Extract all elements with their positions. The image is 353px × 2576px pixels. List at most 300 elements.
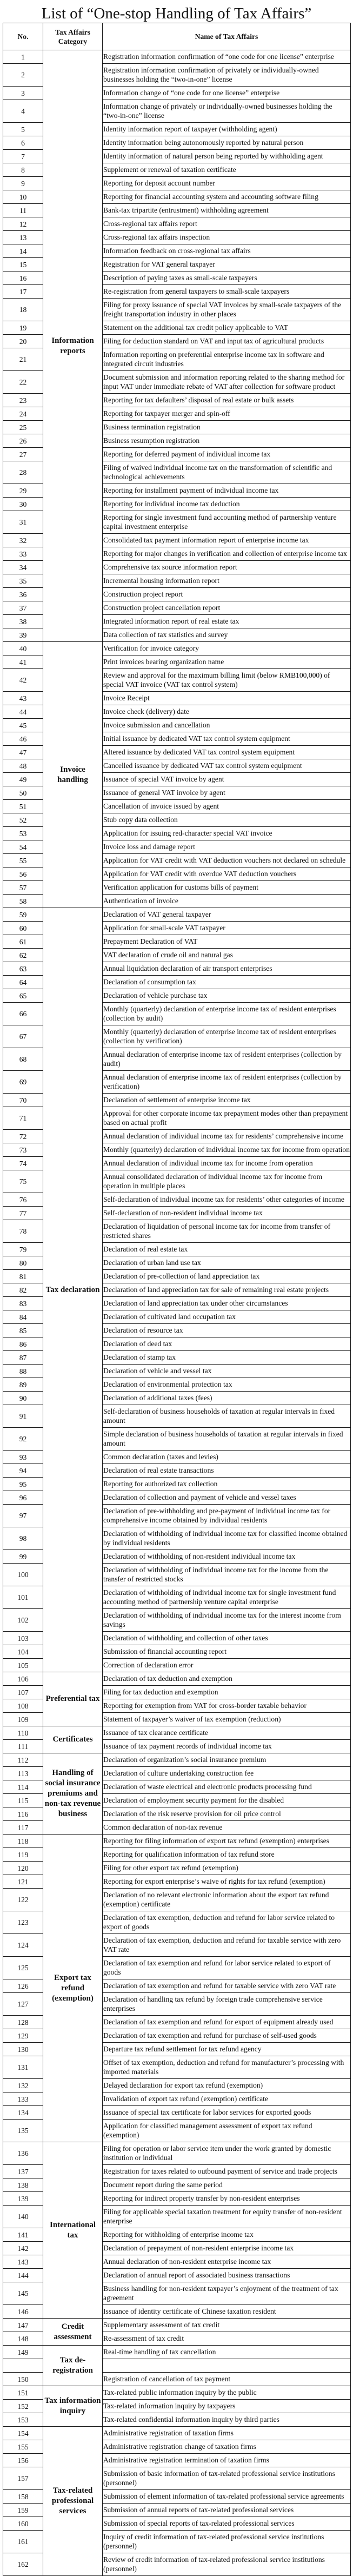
row-number: 50 [3,786,43,800]
tax-affair-name: Annual declaration of enterprise income tax of resident enterprises (collection by verification) [103,1071,351,1094]
row-number: 114 [3,1780,43,1794]
tax-affair-name: Declaration of withholding of individual income tax for single investment fund accounting method of partnership venture capital enterprise [103,1586,351,1609]
category-cell: International tax [43,2142,103,2319]
tax-affair-name: Declaration of handling tax refund by foreign trade comprehensive service enterprises [103,1993,351,2016]
row-number: 130 [3,2043,43,2056]
tax-affair-name: Declaration of withholding of individual income tax for the interest income from savings [103,1609,351,1632]
table-row [3,908,351,922]
row-number: 33 [3,547,43,561]
row-number: 27 [3,448,43,461]
row-number: 70 [3,1094,43,1107]
row-number: 84 [3,1310,43,1324]
row-number: 113 [3,1767,43,1780]
row-number: 87 [3,1351,43,1365]
tax-affair-name: Monthly (quarterly) declaration of individual income tax for income from operation [103,1143,351,1157]
row-number: 17 [3,285,43,299]
category-cell: Invoice handling [43,642,103,908]
row-number: 15 [3,258,43,271]
tax-affair-name: Business termination registration [103,421,351,434]
row-number: 103 [3,1632,43,1645]
tax-affair-name: Submission of annual reports of tax-related professional services [103,2504,351,2517]
tax-affair-name: Annual declaration of non-resident enterprise income tax [103,2255,351,2269]
tax-affair-name: Registration for taxes related to outbound payment of service and trade projects [103,2165,351,2178]
tax-affair-name: Self-declaration of individual income tax for residents’ other categories of income [103,1193,351,1207]
row-number: 140 [3,2206,43,2228]
row-number: 146 [3,2305,43,2319]
category-cell: Handling of social insurance premiums and non-tax revenue business [43,1753,103,1835]
row-number: 72 [3,1130,43,1143]
row-number [3,2359,43,2373]
document-title: List of “One-stop Handling of Tax Affairs” [41,5,312,22]
tax-affair-name: Annual declaration of individual income tax for residents’ comprehensive income [103,1130,351,1143]
tax-affair-name: Declaration of withholding of non-resident individual income tax [103,1550,351,1564]
tax-affair-name: Declaration of liquidation of personal income tax for income from transfer of restricted shares [103,1220,351,1243]
tax-affair-name: Reporting for withholding of enterprise income tax [103,2228,351,2242]
tax-affair-name: Declaration of prepayment of non-resident enterprise income tax [103,2242,351,2255]
tax-affair-name: Statement on the additional tax credit policy applicable to VAT [103,321,351,335]
row-number: 30 [3,498,43,511]
tax-affair-name: Invoice check (delivery) date [103,705,351,719]
row-number: 99 [3,1550,43,1564]
tax-affair-name: Declaration of withholding and collection of other taxes [103,1632,351,1645]
row-number: 18 [3,299,43,321]
row-number: 126 [3,1979,43,1993]
tax-affair-name: Prepayment Declaration of VAT [103,935,351,949]
tax-affair-name: Declaration of land appreciation tax for sale of remaining real estate projects [103,1283,351,1297]
row-number: 154 [3,2427,43,2440]
tax-affair-name: Declaration of collection and payment of vehicle and vessel taxes [103,1491,351,1505]
tax-affair-name: Declaration of stamp tax [103,1351,351,1365]
row-number: 142 [3,2242,43,2255]
row-number: 132 [3,2079,43,2092]
row-number: 61 [3,935,43,949]
tax-affair-name: Reporting for deposit account number [103,177,351,190]
category-cell: Tax-related professional services [43,2427,103,2576]
row-number: 80 [3,1256,43,1270]
tax-affair-name: Altered issuance by dedicated VAT tax control system equipment [103,746,351,759]
row-number: 74 [3,1157,43,1170]
category-cell: Export tax refund (exemption) [43,1835,103,2142]
row-number: 69 [3,1071,43,1094]
tax-affair-name: Registration information confirmation of privately or individually-owned businesses holding the “two-in-one” license [103,64,351,87]
row-number: 95 [3,1478,43,1491]
tax-affair-name: Incremental housing information report [103,574,351,588]
tax-affair-name: Declaration of real estate tax [103,1243,351,1256]
row-number: 138 [3,2178,43,2192]
category-cell: Certificates [43,1726,103,1753]
tax-affair-name: Submission of financial accounting report [103,1645,351,1659]
row-number: 31 [3,511,43,534]
tax-affair-name: Construction project report [103,588,351,601]
row-number: 136 [3,2142,43,2165]
tax-affair-name: Issuance of special tax certificate for labor services for exported goods [103,2106,351,2120]
tax-affair-name: Administrative registration termination of taxation firms [103,2454,351,2467]
row-number: 162 [3,2553,43,2576]
tax-affair-name: Declaration of employment security payment for the disabled [103,1794,351,1807]
row-number: 91 [3,1405,43,1428]
row-number: 62 [3,949,43,962]
tax-affair-name: Comprehensive tax source information report [103,561,351,574]
tax-affair-name: Issuance of general VAT invoice by agent [103,786,351,800]
row-number: 148 [3,2332,43,2346]
row-number: 57 [3,881,43,895]
tax-affair-name: Statement of taxpayer’s waiver of tax exemption (reduction) [103,1713,351,1726]
tax-affair-name: Declaration of withholding of individual income tax for classified income obtained by individual residents [103,1527,351,1550]
row-number: 51 [3,800,43,813]
row-number: 32 [3,534,43,547]
row-number: 143 [3,2255,43,2269]
tax-affair-name: Description of paying taxes as small-scale taxpayers [103,271,351,285]
row-number: 89 [3,1378,43,1392]
tax-affair-name: Reporting for deferred payment of individual income tax [103,448,351,461]
tax-affair-name: Declaration of tax exemption and refund for taxable service with zero VAT rate [103,1979,351,1993]
tax-affair-name: Application for issuing red-character special VAT invoice [103,827,351,840]
tax-affair-name: Annual declaration of enterprise income tax of resident enterprises (collection by audit) [103,1048,351,1071]
tax-affair-name: Declaration of vehicle and vessel tax [103,1365,351,1378]
row-number: 46 [3,732,43,746]
tax-affair-name: Filing for other export tax refund (exemption) [103,1862,351,1875]
row-number: 156 [3,2454,43,2467]
row-number: 92 [3,1428,43,1451]
header-no: No. [3,23,43,50]
tax-affair-name: Administrative registration change of taxation firms [103,2440,351,2454]
row-number: 110 [3,1726,43,1740]
tax-affair-name: Information change of privately or individually-owned businesses holding the “two-in-one” license [103,100,351,123]
category-cell: Tax de-registration [43,2346,103,2386]
tax-affair-name: Cross-regional tax affairs report [103,217,351,231]
row-number: 150 [3,2373,43,2386]
tax-affair-name: Declaration of tax deduction and exemption [103,1672,351,1686]
tax-affair-name: Identity information report of taxpayer (withholding agent) [103,123,351,136]
row-number: 109 [3,1713,43,1726]
tax-affair-name: Print invoices bearing organization name [103,655,351,669]
row-number: 108 [3,1699,43,1713]
row-number: 118 [3,1835,43,1848]
row-number: 4 [3,100,43,123]
tax-affair-name: Verification for invoice category [103,642,351,655]
tax-affair-name: Reporting for indirect property transfer by non-resident enterprises [103,2192,351,2206]
row-number: 97 [3,1505,43,1527]
tax-affair-name: Filing for applicable special taxation treatment for equity transfer of non-resident enterprise [103,2206,351,2228]
tax-affair-name: Declaration of vehicle purchase tax [103,989,351,1003]
tax-affair-name: Document report during the same period [103,2178,351,2192]
tax-affair-name: Declaration of tax exemption, deduction and refund for taxable service with zero VAT rate [103,1934,351,1957]
tax-affair-name: Correction of declaration error [103,1659,351,1672]
tax-affair-name: Cancellation of invoice issued by agent [103,800,351,813]
row-number: 153 [3,2413,43,2427]
row-number: 90 [3,1392,43,1405]
row-number: 45 [3,719,43,732]
row-number: 22 [3,371,43,394]
tax-affair-name: Reporting for taxpayer merger and spin-off [103,407,351,421]
row-number: 49 [3,773,43,786]
tax-affair-name: Declaration of waste electrical and electronic products processing fund [103,1780,351,1794]
tax-affair-name: Information change of “one code for one license” enterprise [103,87,351,100]
tax-affair-name: Common declaration (taxes and levies) [103,1451,351,1464]
table-row [3,50,351,64]
row-number: 116 [3,1807,43,1821]
tax-affair-name: Declaration of settlement of enterprise income tax [103,1094,351,1107]
tax-affair-name: Declaration of tax exemption and refund for purchase of self-used goods [103,2029,351,2043]
row-number: 67 [3,1025,43,1048]
row-number: 141 [3,2228,43,2242]
row-number: 65 [3,989,43,1003]
tax-affair-name: Self-declaration of non-resident individual income tax [103,1207,351,1220]
row-number: 29 [3,484,43,498]
row-number: 35 [3,574,43,588]
row-number: 134 [3,2106,43,2120]
row-number: 147 [3,2319,43,2332]
row-number: 119 [3,1848,43,1862]
row-number: 117 [3,1821,43,1835]
row-number: 1 [3,50,43,64]
tax-affair-name: Registration of cancellation of tax payment [103,2373,351,2386]
row-number: 135 [3,2120,43,2142]
tax-affair-name: Departure tax refund settlement for tax refund agency [103,2043,351,2056]
row-number: 161 [3,2531,43,2553]
row-number: 86 [3,1337,43,1351]
row-number: 55 [3,854,43,868]
row-number: 145 [3,2282,43,2305]
row-number: 124 [3,1934,43,1957]
tax-affair-name: Annual liquidation declaration of air transport enterprises [103,962,351,976]
tax-affair-name: Declaration of additional taxes (fees) [103,1392,351,1405]
tax-affair-name: Delayed declaration for export tax refund (exemption) [103,2079,351,2092]
tax-affair-name: Invalidation of export tax refund (exemption) certificate [103,2092,351,2106]
tax-affair-name: Reporting for qualification information of tax refund store [103,1848,351,1862]
tax-affair-name: Monthly (quarterly) declaration of enterprise income tax of resident enterprises (collection by verification) [103,1025,351,1048]
tax-affair-name: Offset of tax exemption, deduction and refund for manufacturer’s processing with imported materials [103,2056,351,2079]
tax-affair-name: Review of credit information of tax-related professional service institutions (personnel) [103,2553,351,2576]
row-number: 2 [3,64,43,87]
row-number: 133 [3,2092,43,2106]
row-number: 88 [3,1365,43,1378]
row-number: 48 [3,759,43,773]
row-number: 8 [3,163,43,177]
row-number: 160 [3,2517,43,2531]
row-number: 96 [3,1491,43,1505]
category-cell: Information reports [43,50,103,642]
tax-affairs-table [3,23,351,2576]
row-number: 151 [3,2386,43,2400]
row-number: 121 [3,1875,43,1889]
tax-affair-name: Filing for deduction standard on VAT and input tax of agricultural products [103,335,351,348]
tax-affair-name: Filing for tax deduction and exemption [103,1686,351,1699]
tax-affair-name: Reporting for tax defaulters’ disposal of real estate or bulk assets [103,394,351,407]
row-number: 40 [3,642,43,655]
row-number: 54 [3,840,43,854]
header-category: Tax Affairs Category [43,23,103,50]
row-number: 122 [3,1889,43,1911]
tax-affair-name: Registration for VAT general taxpayer [103,258,351,271]
tax-affair-name: Cancelled issuance by dedicated VAT tax control system equipment [103,759,351,773]
tax-affair-name: Reporting for single investment fund accounting method of partnership venture capital investment enterprise [103,511,351,534]
tax-affair-name: Declaration of real estate transactions [103,1464,351,1478]
row-number: 107 [3,1686,43,1699]
row-number: 71 [3,1107,43,1130]
row-number: 63 [3,962,43,976]
tax-affair-name: Authentication of invoice [103,895,351,908]
row-number: 106 [3,1672,43,1686]
tax-affair-name: Declaration of pre-collection of land appreciation tax [103,1270,351,1283]
row-number: 139 [3,2192,43,2206]
row-number: 144 [3,2269,43,2282]
row-number: 9 [3,177,43,190]
row-number: 12 [3,217,43,231]
tax-affair-name: Administrative registration of taxation firms [103,2427,351,2440]
row-number: 38 [3,615,43,628]
row-number: 5 [3,123,43,136]
tax-affair-name: Integrated information report of real estate tax [103,615,351,628]
row-number: 42 [3,669,43,692]
tax-affair-name: Invoice submission and cancellation [103,719,351,732]
tax-affair-name: Declaration of organization’s social insurance premium [103,1753,351,1767]
tax-affair-name: Declaration of withholding of individual income tax for the income from the transfer of restricted stocks [103,1564,351,1586]
row-number: 3 [3,87,43,100]
tax-affair-name: Declaration of resource tax [103,1324,351,1337]
row-number: 158 [3,2490,43,2504]
row-number: 44 [3,705,43,719]
tax-affair-name: Submission of element information of tax-related professional service agreements [103,2490,351,2504]
tax-affair-name: Reporting for exemption from VAT for cross-border taxable behavior [103,1699,351,1713]
header-name: Name of Tax Affairs [103,23,351,50]
row-number: 39 [3,628,43,642]
tax-affair-name: Cross-regional tax affairs inspection [103,231,351,244]
tax-affair-name: Tax-related information inquiry by taxpayers [103,2400,351,2413]
row-number: 77 [3,1207,43,1220]
tax-affair-name: Reporting for individual income tax deduction [103,498,351,511]
table-row [3,1835,351,1848]
row-number: 52 [3,813,43,827]
tax-affair-name: Application for VAT credit with VAT deduction vouchers not declared on schedule [103,854,351,868]
row-number: 104 [3,1645,43,1659]
row-number: 6 [3,136,43,150]
tax-affair-name: Issuance of identity certificate of Chinese taxation resident [103,2305,351,2319]
row-number: 152 [3,2400,43,2413]
row-number: 58 [3,895,43,908]
row-number: 21 [3,348,43,371]
row-number: 127 [3,1993,43,2016]
row-number: 75 [3,1170,43,1193]
tax-affair-name: Reporting for authorized tax collection [103,1478,351,1491]
tax-affair-name: Inquiry of credit information of tax-related professional service institutions (personnel) [103,2531,351,2553]
tax-affair-name: Submission of basic information of tax-related professional service institutions (personnel) [103,2467,351,2490]
row-number: 73 [3,1143,43,1157]
tax-affair-name: Issuance of special VAT invoice by agent [103,773,351,786]
row-number: 25 [3,421,43,434]
tax-affair-name: Supplement or renewal of taxation certificate [103,163,351,177]
tax-affair-name: Monthly (quarterly) declaration of enterprise income tax of resident enterprises (collection by audit) [103,1003,351,1025]
tax-affair-name: Declaration of no relevant electronic information about the export tax refund (exemption) certificate [103,1889,351,1911]
tax-affair-name: Declaration of culture undertaking construction fee [103,1767,351,1780]
tax-affair-name: Filing of waived individual income tax on the transformation of scientific and technological achievements [103,461,351,484]
row-number: 82 [3,1283,43,1297]
row-number: 19 [3,321,43,335]
tax-affair-name: Supplementary assessment of tax credit [103,2319,351,2332]
tax-affair-name: Reporting for installment payment of individual income tax [103,484,351,498]
row-number: 93 [3,1451,43,1464]
table-body [3,50,351,2576]
row-number: 16 [3,271,43,285]
row-number: 59 [3,908,43,922]
row-number: 36 [3,588,43,601]
tax-affair-name: Real-time handling of tax cancellation [103,2346,351,2359]
row-number: 13 [3,231,43,244]
tax-affair-name: Data collection of tax statistics and survey [103,628,351,642]
tax-affair-name: Identity information being autonomously reported by natural person [103,136,351,150]
table-row [3,1672,351,1686]
tax-affair-name: Re-registration from general taxpayers to small-scale taxpayers [103,285,351,299]
tax-affair-name: Declaration of pre-withholding and pre-payment of individual income tax for comprehensive income obtained by individual residents [103,1505,351,1527]
row-number: 7 [3,150,43,163]
table-header-row [3,23,351,50]
row-number: 64 [3,976,43,989]
tax-affair-name [103,2359,351,2373]
category-cell: Tax information inquiry [43,2386,103,2427]
tax-affair-name: Stub copy data collection [103,813,351,827]
table-row [3,2319,351,2332]
tax-affair-name: VAT declaration of crude oil and natural gas [103,949,351,962]
row-number: 102 [3,1609,43,1632]
tax-affair-name: Approval for other corporate income tax prepayment modes other than prepayment based on actual profit [103,1107,351,1130]
row-number: 81 [3,1270,43,1283]
row-number: 111 [3,1740,43,1753]
row-number: 14 [3,244,43,258]
row-number: 120 [3,1862,43,1875]
row-number: 129 [3,2029,43,2043]
row-number: 94 [3,1464,43,1478]
row-number: 157 [3,2467,43,2490]
tax-affair-name: Business handling for non-resident taxpayer’s enjoyment of the treatment of tax agreement [103,2282,351,2305]
tax-affair-name: Declaration of cultivated land occupation tax [103,1310,351,1324]
tax-affair-name: Reporting for filing information of export tax refund (exemption) enterprises [103,1835,351,1848]
row-number: 155 [3,2440,43,2454]
tax-affair-name: Invoice loss and damage report [103,840,351,854]
row-number: 112 [3,1753,43,1767]
tax-affair-name: Declaration of the risk reserve provision for oil price control [103,1807,351,1821]
tax-affair-name: Reporting for export enterprise’s waive of rights for tax refund (exemption) [103,1875,351,1889]
table-row [3,2427,351,2440]
tax-affair-name: Common declaration of non-tax revenue [103,1821,351,1835]
tax-affair-name: Declaration of annual report of associated business transactions [103,2269,351,2282]
tax-affair-name: Declaration of VAT general taxpayer [103,908,351,922]
table-row [3,2142,351,2165]
tax-affair-name: Initial issuance by dedicated VAT tax control system equipment [103,732,351,746]
row-number: 68 [3,1048,43,1071]
row-number: 66 [3,1003,43,1025]
row-number: 11 [3,204,43,217]
tax-affair-name: Declaration of tax exemption, deduction and refund for labor service related to export of goods [103,1911,351,1934]
row-number: 28 [3,461,43,484]
tax-affair-name: Annual consolidated declaration of individual income tax for income from operation in multiple places [103,1170,351,1193]
tax-affair-name: Identity information of natural person being reported by withholding agent [103,150,351,163]
tax-affair-name: Declaration of consumption tax [103,976,351,989]
tax-affair-name: Reporting for financial accounting system and accounting software filing [103,190,351,204]
tax-affair-name: Document submission and information reporting related to the sharing method for input VAT under immediate rebate of VAT after collection for software product [103,371,351,394]
tax-affair-name: Filing for operation or labor service item under the work granted by domestic institution or individual [103,2142,351,2165]
row-number: 85 [3,1324,43,1337]
tax-affair-name: Re-assessment of tax credit [103,2332,351,2346]
tax-affair-name: Declaration of deed tax [103,1337,351,1351]
tax-affair-name: Application for small-scale VAT taxpayer [103,922,351,935]
row-number: 79 [3,1243,43,1256]
row-number: 101 [3,1586,43,1609]
tax-affair-name: Application for classified management assessment of export tax refund (exemption) [103,2120,351,2142]
row-number: 26 [3,434,43,448]
row-number: 23 [3,394,43,407]
table-row [3,642,351,655]
tax-affair-name: Declaration of tax exemption and refund for export of equipment already used [103,2016,351,2029]
